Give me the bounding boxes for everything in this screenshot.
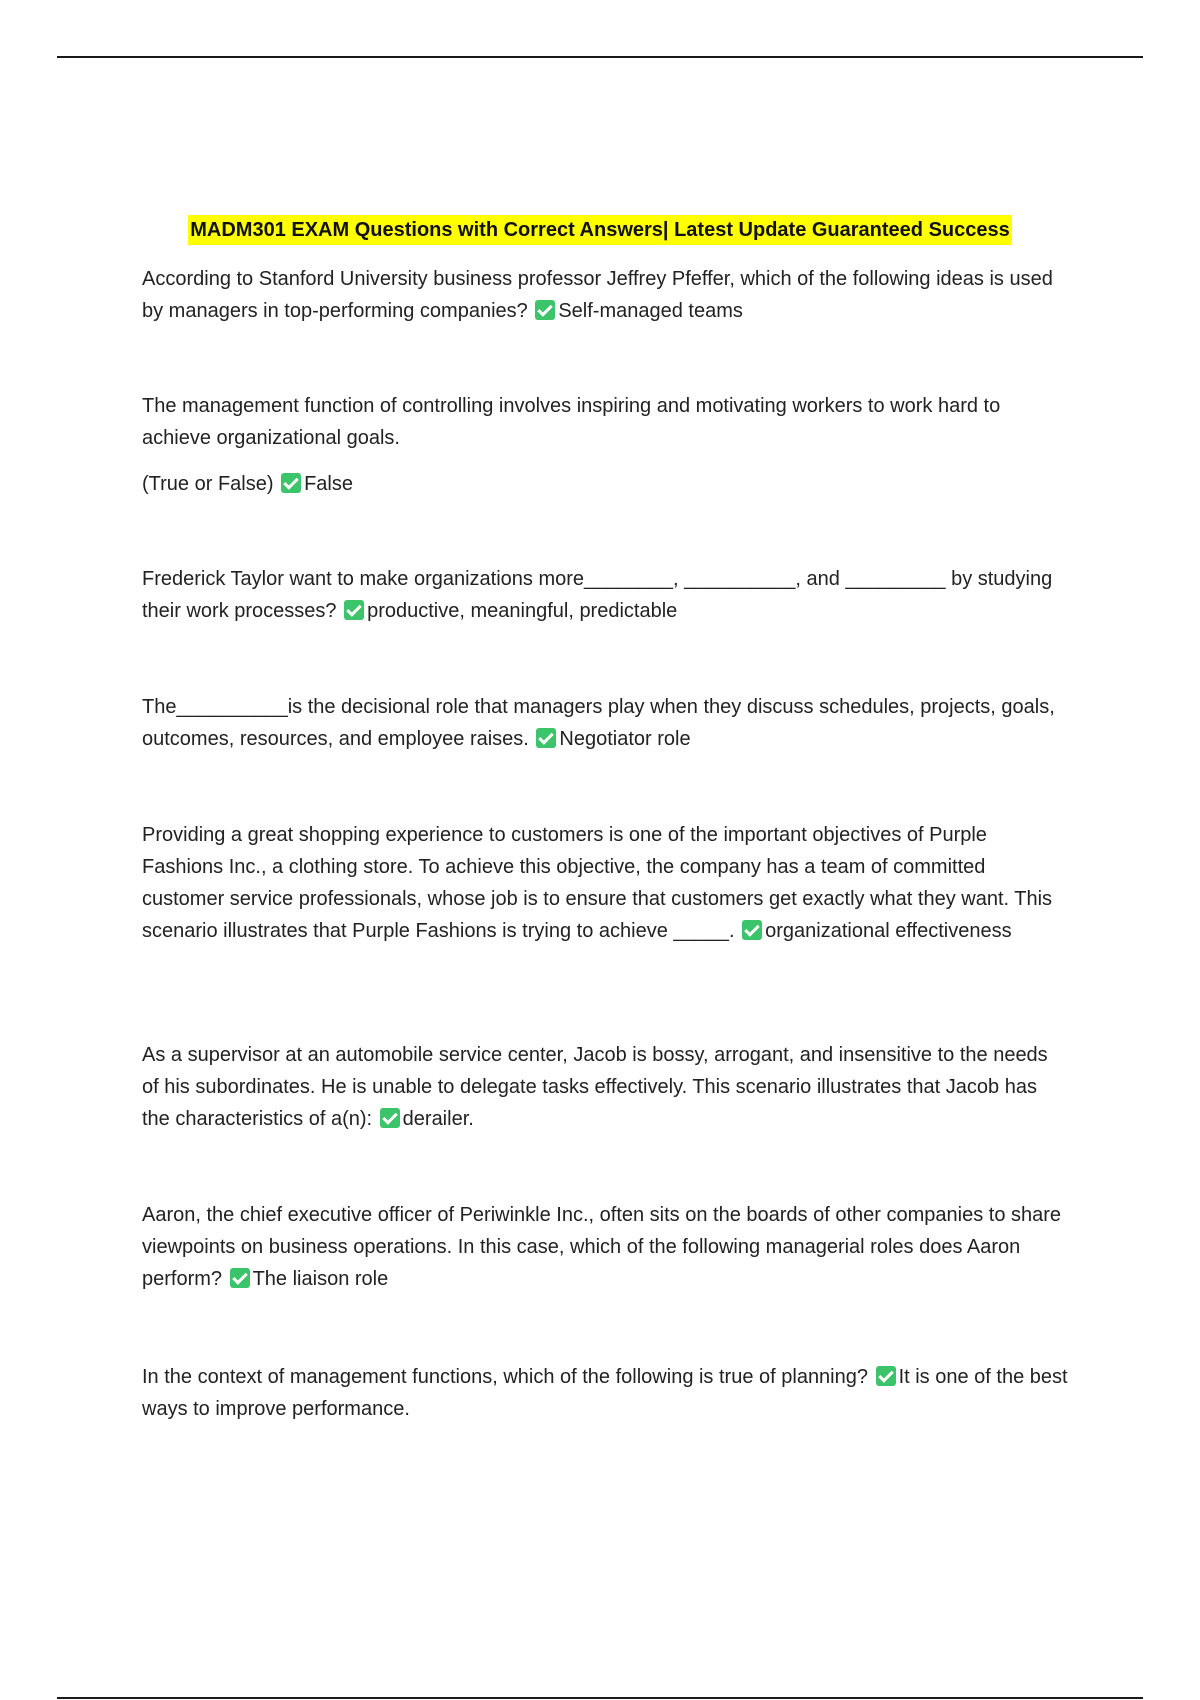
qa-item-5 — [142, 819, 1068, 947]
qa-item-4 — [142, 691, 1068, 755]
qa-item-2 — [142, 390, 1068, 500]
qa-paragraph — [142, 468, 1068, 500]
document-title: MADM301 EXAM Questions with Correct Answers| Latest Update Guaranteed Success — [188, 215, 1012, 245]
question-text: According to Stanford University business professor Jeffrey Pfeffer, which of the following ideas is used by managers in top-performing companies? — [142, 268, 1053, 322]
answer-text: The liaison role — [252, 1268, 389, 1290]
top-rule — [57, 56, 1143, 58]
qa-paragraph — [142, 390, 1068, 454]
qa-paragraph — [142, 1039, 1068, 1135]
question-text: Aaron, the chief executive officer of Periwinkle Inc., often sits on the boards of other companies to share viewpoints on business operations. In this case, which of the following managerial roles does Aaron perform? — [142, 1204, 1062, 1290]
qa-item-3 — [142, 563, 1068, 627]
check-icon — [281, 473, 301, 493]
qa-item-8 — [142, 1361, 1068, 1425]
qa-paragraph — [142, 1361, 1068, 1425]
question-text: The__________is the decisional role that managers play when they discuss schedules, projects, goals, outcomes, resources, and employee raises. — [142, 696, 1055, 750]
question-text: Frederick Taylor want to make organizations more________, __________, and _________ by studying their work processes? — [142, 568, 1053, 622]
qa-paragraph — [142, 563, 1068, 627]
answer-text: False — [304, 473, 353, 495]
question-text: The management function of controlling involves inspiring and motivating workers to work hard to achieve organizational goals. — [142, 395, 1001, 449]
question-text: As a supervisor at an automobile service center, Jacob is bossy, arrogant, and insensitive to the needs of his subordinates. He is unable to delegate tasks effectively. This scenario illustrates that Jacob has the characteristics of a(n): — [142, 1044, 1048, 1130]
qa-item-7 — [142, 1199, 1068, 1295]
check-icon — [535, 300, 555, 320]
qa-paragraph — [142, 691, 1068, 755]
question-text: (True or False) — [142, 473, 274, 495]
qa-item-1 — [142, 263, 1068, 327]
answer-text: derailer. — [402, 1108, 474, 1130]
check-icon — [344, 600, 364, 620]
check-icon — [742, 920, 762, 940]
question-text: Providing a great shopping experience to customers is one of the important objectives of Purple Fashions Inc., a clothing store. To achieve this objective, the company has a team of committed customer service professionals, whose job is to ensure that customers get exactly what they want. This scenario illustrates that Purple Fashions is trying to achieve _____. — [142, 824, 1053, 942]
answer-text: It is one of the best ways to improve performance. — [142, 1366, 1068, 1420]
check-icon — [876, 1366, 896, 1386]
qa-item-6 — [142, 1039, 1068, 1135]
answer-text: Self-managed teams — [558, 300, 743, 322]
bottom-rule — [57, 1697, 1143, 1699]
check-icon — [230, 1268, 250, 1288]
answer-text: productive, meaningful, predictable — [367, 600, 678, 622]
qa-paragraph — [142, 263, 1068, 327]
check-icon — [380, 1108, 400, 1128]
title-block — [0, 215, 1200, 245]
qa-paragraph — [142, 819, 1068, 947]
check-icon — [536, 728, 556, 748]
answer-text: organizational effectiveness — [765, 920, 1012, 942]
answer-text: Negotiator role — [559, 728, 691, 750]
question-text: In the context of management functions, which of the following is true of planning? — [142, 1366, 868, 1388]
qa-paragraph — [142, 1199, 1068, 1295]
